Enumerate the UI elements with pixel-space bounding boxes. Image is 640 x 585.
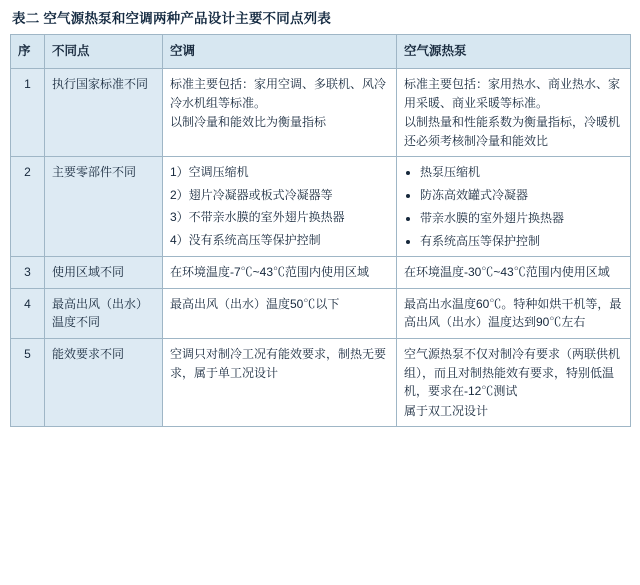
list-item: • 热泵压缩机 <box>420 163 623 181</box>
text-line: 空调只对制冷工况有能效要求，制热无要求，属于单工况设计 <box>170 347 387 380</box>
table-row <box>11 339 631 427</box>
list-item: • 有系统高压等保护控制 <box>420 232 623 250</box>
row-heat-pump <box>397 339 631 427</box>
text-line: 标准主要包括：家用热水、商业热水、家用采暖、商业采暖等标准。 <box>404 76 621 110</box>
column-header-seq: 序 <box>11 34 45 68</box>
list-item: 2）翅片冷凝器或板式冷凝器等 <box>170 187 333 202</box>
text-line: 最高出水温度60℃。特种如烘干机等，最高出风（出水）温度达到90℃左右 <box>404 296 622 330</box>
list-item: • 带亲水膜的室外翅片换热器 <box>420 209 623 227</box>
row-heat-pump <box>397 288 631 338</box>
table-row <box>11 157 631 257</box>
bullet-list <box>404 163 623 250</box>
table-header-row <box>11 34 631 68</box>
row-seq: 1 <box>11 68 45 156</box>
row-heat-pump <box>397 257 631 289</box>
list-item: 1）空调压缩机 <box>170 165 249 180</box>
row-air-conditioner <box>163 157 397 257</box>
row-difference: 执行国家标准不同 <box>45 68 163 156</box>
row-air-conditioner <box>163 257 397 289</box>
row-air-conditioner <box>163 288 397 338</box>
row-air-conditioner <box>163 339 397 427</box>
column-header-heat-pump: 空气源热泵 <box>397 34 631 68</box>
row-seq: 4 <box>11 288 45 338</box>
row-seq: 2 <box>11 157 45 257</box>
comparison-table <box>10 34 631 428</box>
text-line: 空气源热泵不仅对制冷有要求（两联供机组），而且对制热能效有要求，特别低温机，要求在-12℃测试 <box>404 347 621 399</box>
row-difference: 最高出风（出水）温度不同 <box>45 288 163 338</box>
text-line: 最高出风（出水）温度50℃以下 <box>170 296 340 311</box>
row-heat-pump <box>397 68 631 156</box>
text-line: 标准主要包括：家用空调、多联机、风冷冷水机组等标准。 <box>170 76 387 110</box>
row-air-conditioner <box>163 68 397 156</box>
row-difference: 主要零部件不同 <box>45 157 163 257</box>
text-line: 以制热量和性能系数为衡量指标，冷暖机还必须考核制冷量和能效比 <box>404 115 621 148</box>
text-line: 在环境温度-7℃~43℃范围内使用区域 <box>170 265 370 280</box>
text-line: 在环境温度-30℃~43℃范围内使用区域 <box>404 265 610 280</box>
row-difference: 使用区域不同 <box>45 257 163 289</box>
page-title: 表二 空气源热泵和空调两种产品设计主要不同点列表 <box>12 11 332 26</box>
row-difference: 能效要求不同 <box>45 339 163 427</box>
table-row <box>11 288 631 338</box>
column-header-air-conditioner: 空调 <box>163 34 397 68</box>
list-item: • 防冻高效罐式冷凝器 <box>420 186 623 204</box>
row-heat-pump <box>397 157 631 257</box>
numbered-list <box>170 163 389 249</box>
table-row <box>11 257 631 289</box>
text-line: 以制冷量和能效比为衡量指标 <box>170 115 327 130</box>
row-seq: 5 <box>11 339 45 427</box>
text-line: 属于双工况设计 <box>404 403 489 418</box>
list-item: 4）没有系统高压等保护控制 <box>170 233 321 248</box>
list-item: 3）不带亲水膜的室外翅片换热器 <box>170 210 345 225</box>
column-header-difference: 不同点 <box>45 34 163 68</box>
table-row <box>11 68 631 156</box>
row-seq: 3 <box>11 257 45 289</box>
